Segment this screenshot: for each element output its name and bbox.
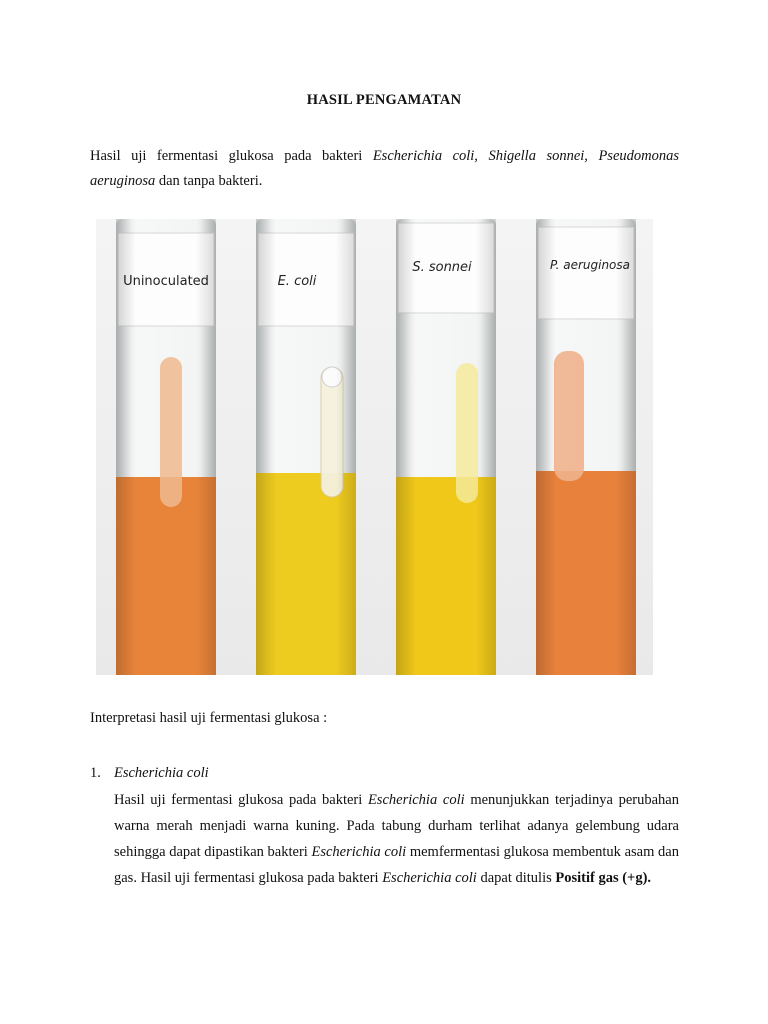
list-item-body: [114, 787, 679, 891]
species-pseudomonas: Pseudomonas aeruginosa: [90, 148, 679, 189]
test-tubes-photo: [96, 219, 653, 675]
tube-ecoli: [256, 219, 356, 675]
list-item-heading: [90, 765, 209, 782]
species-shigella: Shigella sonnei,: [488, 148, 588, 164]
tube-p-aeruginosa: [536, 219, 636, 675]
body-text-4: dapat ditulis: [476, 870, 556, 886]
tube-uninoculated: [116, 219, 216, 675]
species-ecoli: Escherichia coli,: [372, 148, 478, 164]
list-item-title: Escherichia coli: [114, 765, 209, 781]
body-species-3: Escherichia coli: [382, 870, 477, 886]
tubes-illustration: [96, 219, 653, 675]
body-text-1: Hasil uji fermentasi glukosa pada bakteri: [114, 792, 368, 808]
list-item-number: 1.: [90, 765, 101, 781]
tube-s-sonnei: [396, 219, 496, 675]
intro-paragraph: [90, 144, 679, 194]
interpretation-heading: Interpretasi hasil uji fermentasi glukosa :: [90, 710, 328, 726]
intro-text: Hasil uji fermentasi glukosa pada bakteri: [90, 148, 373, 164]
body-species-2: Escherichia coli: [311, 844, 407, 860]
body-species-1: Escherichia coli: [367, 792, 465, 808]
result-text: Positif gas (+g).: [555, 870, 652, 886]
body-text-3: memfermentasi glukosa membentuk asam dan gas. Hasil uji fermentasi glukosa pada bakteri: [114, 844, 679, 886]
intro-text-end: dan tanpa bakteri.: [155, 173, 263, 189]
body-text-2: menunjukkan terjadinya perubahan warna merah menjadi warna kuning. Pada tabung durham terlihat adanya gelembung udara sehingga dapat dipastikan bakteri: [114, 792, 679, 860]
page-title: HASIL PENGAMATAN: [306, 92, 462, 108]
